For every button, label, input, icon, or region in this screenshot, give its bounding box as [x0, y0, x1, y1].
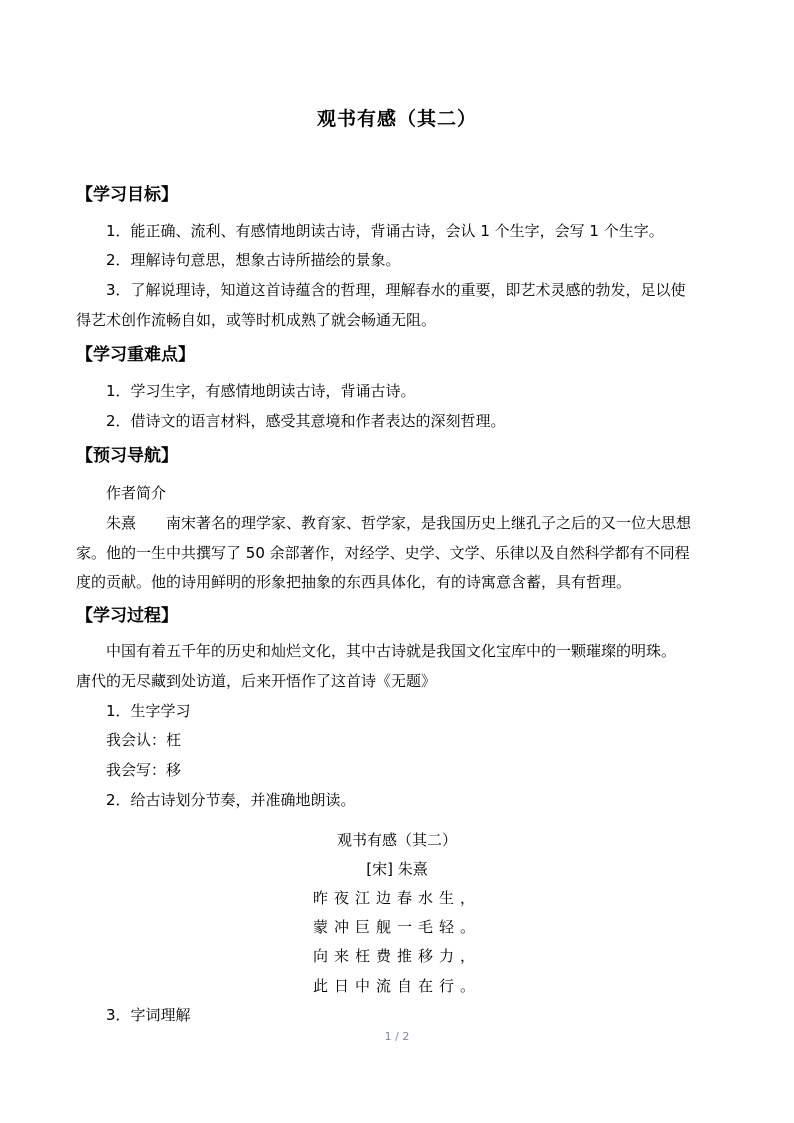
key-item-1: 1．学习生字，有感情地朗读古诗，背诵古诗。: [106, 382, 416, 400]
author-bio-line-2: 家。他的一生中共撰写了 50 余部著作，对经学、史学、文学、乐律以及自然科学都有不同程: [76, 544, 690, 562]
recognize-char: 我会认：枉: [106, 731, 182, 749]
process-intro-line-2: 唐代的无尽藏到处访道，后来开悟作了这首诗《无题》: [76, 672, 437, 690]
page-title: 观书有感（其二）: [316, 108, 477, 130]
poem-title: 观书有感（其二）: [336, 831, 457, 849]
poem-verse-1: 昨夜江边春水生，: [312, 889, 481, 907]
heading-key-points: 【学习重难点】: [76, 345, 195, 365]
goal-item-2: 2．理解诗句意思，想象古诗所描绘的景象。: [106, 251, 401, 269]
poem-verse-4: 此日中流自在行。: [312, 977, 481, 995]
poem-verse-3: 向来枉费推移力，: [312, 947, 481, 965]
goal-item-3-cont: 得艺术创作流畅自如，或等时机成熟了就会畅通无阻。: [76, 311, 437, 329]
step-1-label: 1．生字学习: [106, 702, 191, 720]
heading-learning-goals: 【学习目标】: [76, 185, 178, 205]
heading-preview: 【预习导航】: [76, 446, 178, 466]
goal-item-1: 1．能正确、流利、有感情地朗读古诗，背诵古诗，会认 1 个生字，会写 1 个生字。: [106, 222, 664, 240]
goal-item-3: 3．了解说理诗，知道这首诗蕴含的哲理，理解春水的重要，即艺术灵感的勃发，足以使: [106, 281, 686, 299]
author-bio-line-1: 朱熹 南宋著名的理学家、教育家、哲学家，是我国历史上继孔子之后的又一位大思想: [106, 514, 692, 532]
poem-verse-2: 蒙冲巨舰一毛轻。: [312, 918, 481, 936]
author-intro-label: 作者简介: [106, 484, 167, 502]
key-item-2: 2．借诗文的语言材料，感受其意境和作者表达的深刻哲理。: [106, 412, 506, 430]
write-char: 我会写：移: [106, 761, 182, 779]
heading-process: 【学习过程】: [76, 606, 178, 626]
step-2-label: 2．给古诗划分节奏，并准确地朗读。: [106, 791, 356, 809]
step-3-label: 3．字词理解: [106, 1006, 191, 1024]
process-intro-line-1: 中国有着五千年的历史和灿烂文化，其中古诗就是我国文化宝库中的一颗璀璨的明珠。: [106, 642, 677, 660]
page-number: 1 / 2: [384, 1030, 410, 1043]
author-bio-line-3: 度的贡献。他的诗用鲜明的形象把抽象的东西具体化，有的诗寓意含蓄，具有哲理。: [76, 573, 632, 591]
poem-author: [宋] 朱熹: [366, 860, 428, 878]
